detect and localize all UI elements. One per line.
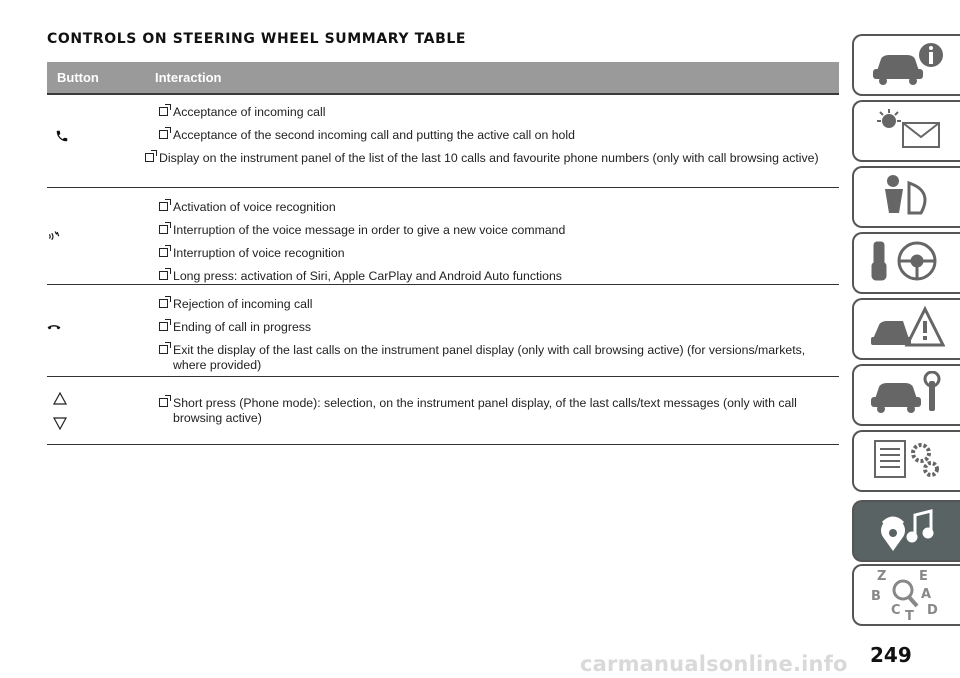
checkbox-bullet-icon: [145, 153, 154, 162]
list-item: Interruption of voice recognition: [159, 246, 839, 261]
table-row: [47, 95, 839, 188]
checkbox-bullet-icon: [159, 345, 168, 354]
list-item: Activation of voice recognition: [159, 200, 839, 215]
table-row: [47, 377, 839, 445]
tab-car-info[interactable]: [852, 34, 960, 96]
phone-hangup-icon: [47, 323, 61, 333]
interaction-cell: [159, 297, 839, 376]
index-letter-a: A: [921, 586, 932, 602]
up-down-arrows-icon: [53, 391, 67, 431]
list-item: Long press: activation of Siri, Apple CarPlay and Android Auto functions: [159, 269, 839, 284]
interaction-cell: [159, 377, 839, 444]
tab-multimedia[interactable]: [852, 500, 960, 562]
checkbox-bullet-icon: [159, 225, 168, 234]
index-letter-e: E: [919, 568, 928, 584]
table-header: [47, 62, 839, 95]
page-number: 249: [870, 643, 912, 667]
table-row: [47, 188, 839, 285]
car-accident-warning-icon: [869, 305, 945, 354]
voice-recognition-icon: [47, 228, 61, 242]
tab-index[interactable]: [852, 564, 960, 626]
phone-answer-icon: [55, 129, 69, 143]
list-item: Interruption of the voice message in order to give a new voice command: [159, 223, 839, 238]
header-interaction: Interaction: [155, 70, 222, 85]
index-letter-t: T: [905, 608, 914, 620]
header-button: Button: [57, 70, 99, 85]
button-cell: [47, 377, 159, 444]
checkbox-bullet-icon: [159, 299, 168, 308]
list-item: Short press (Phone mode): selection, on the instrument panel display, of the last calls/text messages (only with call browsing active): [159, 396, 839, 426]
interaction-cell: [159, 105, 839, 187]
checkbox-bullet-icon: [159, 130, 168, 139]
multimedia-music-icon: [869, 507, 945, 556]
index-letter-b: B: [871, 588, 881, 604]
tab-starting-driving[interactable]: [852, 232, 960, 294]
tab-emergency[interactable]: [852, 298, 960, 360]
tab-maintenance[interactable]: [852, 364, 960, 426]
list-item: Exit the display of the last calls on the instrument panel display (only with call browsing active) (for versions/markets, where provided): [159, 343, 839, 373]
button-cell: [47, 200, 159, 284]
index-letter-d: D: [927, 602, 938, 618]
list-item: Ending of call in progress: [159, 320, 839, 335]
page-title: CONTROLS ON STEERING WHEEL SUMMARY TABLE: [47, 31, 467, 47]
tab-warning-lights[interactable]: [852, 100, 960, 162]
button-cell: [47, 297, 159, 376]
interaction-cell: [159, 200, 839, 284]
list-item: Display on the instrument panel of the list of the last 10 calls and favourite phone numbers (only with call browsing active): [145, 151, 839, 166]
checkbox-bullet-icon: [159, 107, 168, 116]
list-item: Acceptance of incoming call: [159, 105, 839, 120]
watermark: carmanualsonline.info: [580, 652, 848, 676]
specifications-gears-icon: [869, 437, 945, 486]
summary-table: [47, 62, 839, 445]
list-item: Acceptance of the second incoming call and putting the active call on hold: [159, 128, 839, 143]
checkbox-bullet-icon: [159, 271, 168, 280]
tab-safety[interactable]: [852, 166, 960, 228]
checkbox-bullet-icon: [159, 398, 168, 407]
car-info-icon: [869, 41, 945, 90]
checkbox-bullet-icon: [159, 202, 168, 211]
key-steering-wheel-icon: [869, 239, 945, 288]
index-letter-c: C: [891, 602, 901, 618]
checkbox-bullet-icon: [159, 322, 168, 331]
table-row: [47, 285, 839, 377]
car-maintenance-wrench-icon: [869, 371, 945, 420]
button-cell: [47, 105, 159, 187]
checkbox-bullet-icon: [159, 248, 168, 257]
list-item: Rejection of incoming call: [159, 297, 839, 312]
tab-technical-specs[interactable]: [852, 430, 960, 492]
index-letter-z: Z: [877, 568, 887, 584]
airbag-safety-icon: [869, 173, 945, 222]
warning-lights-message-icon: [869, 107, 945, 156]
index-alphabet-search-icon: [869, 566, 945, 625]
